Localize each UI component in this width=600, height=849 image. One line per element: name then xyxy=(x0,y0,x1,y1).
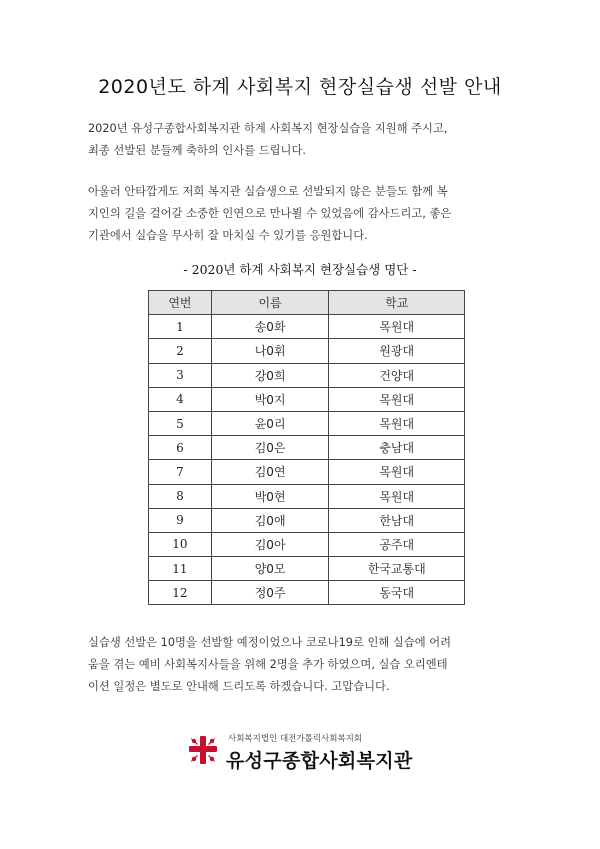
cell-name: 강0희 xyxy=(211,363,329,387)
cell-number: 8 xyxy=(149,484,212,508)
cell-name: 정0주 xyxy=(211,581,329,605)
cell-name: 윤0리 xyxy=(211,411,329,435)
cell-name: 김0연 xyxy=(211,460,329,484)
table-row xyxy=(149,363,465,387)
table-row xyxy=(149,508,465,532)
cell-school: 동국대 xyxy=(329,581,465,605)
cell-school: 원광대 xyxy=(329,339,465,363)
cell-number: 2 xyxy=(149,339,212,363)
table-row xyxy=(149,387,465,411)
cell-school: 한국교통대 xyxy=(329,557,465,581)
table-row xyxy=(149,411,465,435)
thanks-line: 지인의 길을 걸어갈 소중한 인연으로 만나뵐 수 있었음에 감사드리고, 좋은 xyxy=(88,207,452,220)
org-name: 유성구종합사회복지관 xyxy=(226,750,413,772)
cell-number: 7 xyxy=(149,460,212,484)
table-row xyxy=(149,557,465,581)
table-row xyxy=(149,315,465,339)
thanks-line: 기관에서 실습을 무사히 잘 마치실 수 있기를 응원합니다. xyxy=(88,229,368,242)
cross-logo-icon xyxy=(188,735,218,765)
cell-number: 11 xyxy=(149,557,212,581)
table-row xyxy=(149,460,465,484)
cell-number: 9 xyxy=(149,508,212,532)
cell-name: 송0화 xyxy=(211,315,329,339)
cell-number: 4 xyxy=(149,387,212,411)
table-row xyxy=(149,532,465,556)
closing-paragraph xyxy=(88,632,518,698)
roster-body xyxy=(149,315,465,605)
cell-school: 목원대 xyxy=(329,460,465,484)
cell-school: 목원대 xyxy=(329,411,465,435)
cell-number: 3 xyxy=(149,363,212,387)
header-number: 연번 xyxy=(149,291,212,315)
cell-number: 1 xyxy=(149,315,212,339)
header-school: 학교 xyxy=(329,291,465,315)
cell-name: 박0현 xyxy=(211,484,329,508)
cell-name: 나0휘 xyxy=(211,339,329,363)
closing-line: 움을 겪는 예비 사회복지사들을 위해 2명을 추가 하였으며, 실습 오리엔테 xyxy=(88,658,448,671)
cell-number: 6 xyxy=(149,436,212,460)
roster-table xyxy=(148,290,465,605)
thanks-paragraph xyxy=(88,181,518,247)
intro-line: 최종 선발된 분들께 축하의 인사를 드립니다. xyxy=(88,144,306,157)
cell-name: 김0애 xyxy=(211,508,329,532)
table-row xyxy=(149,581,465,605)
cell-name: 양0모 xyxy=(211,557,329,581)
cell-number: 12 xyxy=(149,581,212,605)
cell-school: 건양대 xyxy=(329,363,465,387)
cell-name: 김0아 xyxy=(211,532,329,556)
cell-school: 공주대 xyxy=(329,532,465,556)
table-row xyxy=(149,436,465,460)
thanks-line: 아울러 안타깝게도 저희 복지관 실습생으로 선발되지 않은 분들도 함께 복 xyxy=(88,185,448,198)
cell-school: 충남대 xyxy=(329,436,465,460)
intro-paragraph xyxy=(88,118,518,162)
table-header-row xyxy=(149,291,465,315)
page-title: 2020년도 하계 사회복지 현장실습생 선발 안내 xyxy=(98,76,502,98)
table-row xyxy=(149,484,465,508)
closing-line: 이션 일정은 별도로 안내해 드리도록 하겠습니다. 고맙습니다. xyxy=(88,680,390,693)
cell-school: 목원대 xyxy=(329,387,465,411)
closing-line: 실습생 선발은 10명을 선발할 예정이었으나 코로나19로 인해 실습에 어려 xyxy=(88,636,452,649)
header-name: 이름 xyxy=(211,291,329,315)
intro-line: 2020년 유성구종합사회복지관 하계 사회복지 현장실습을 지원해 주시고, xyxy=(88,122,448,135)
table-row xyxy=(149,339,465,363)
cell-number: 10 xyxy=(149,532,212,556)
cell-school: 한남대 xyxy=(329,508,465,532)
cell-school: 목원대 xyxy=(329,315,465,339)
cell-name: 김0은 xyxy=(211,436,329,460)
cell-name: 박0지 xyxy=(211,387,329,411)
cell-school: 목원대 xyxy=(329,484,465,508)
cell-number: 5 xyxy=(149,411,212,435)
org-parent-name: 사회복지법인 대전가톨릭사회복지회 xyxy=(228,734,363,744)
roster-title: - 2020년 하계 사회복지 현장실습생 명단 - xyxy=(183,262,417,277)
